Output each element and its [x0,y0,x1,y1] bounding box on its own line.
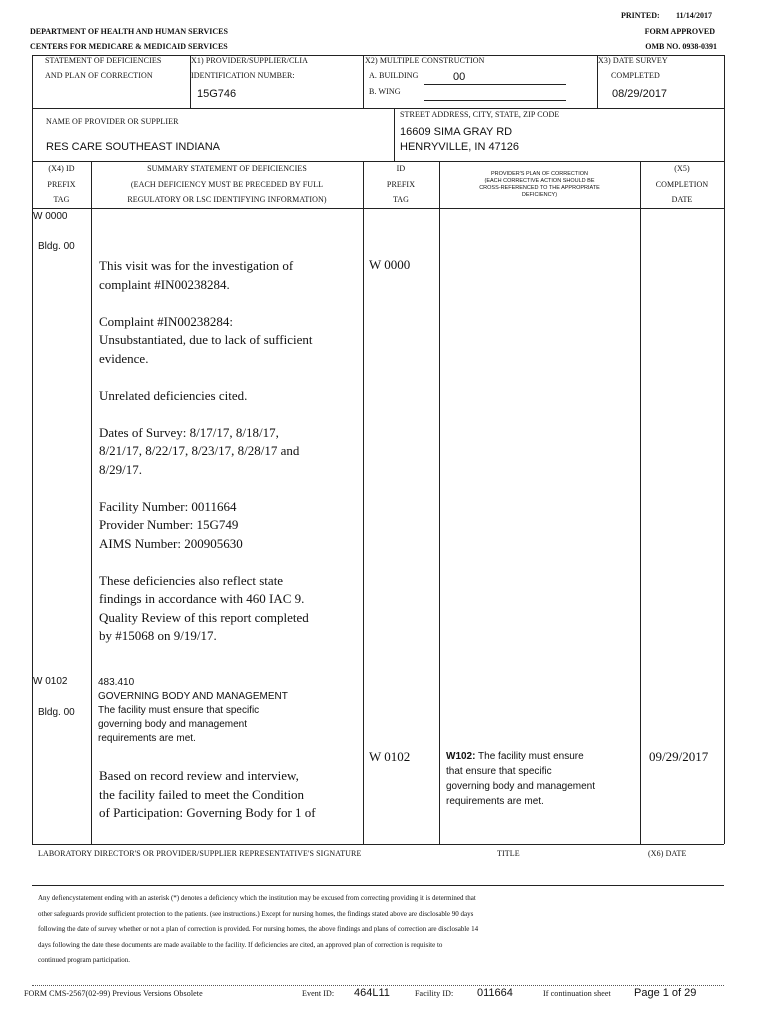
x5-header-3: DATE [671,195,693,204]
x1-label-2: IDENTIFICATION NUMBER: [191,71,295,80]
address-label: STREET ADDRESS, CITY, STATE, ZIP CODE [400,110,560,119]
w0102-plan-text: W102: The facility must ensure that ensure that specific governing body and management requirements are met. [446,751,595,807]
page-number: Page 1 of 29 [634,987,697,999]
provider-id-value: 15G746 [197,88,237,100]
x3-label-2: COMPLETED [611,71,660,80]
building-label: A. BUILDING [369,71,419,80]
wing-label: B. WING [369,87,401,96]
dept-name: DEPARTMENT OF HEALTH AND HUMAN SERVICES [30,27,228,36]
statement-label-1: STATEMENT OF DEFICIENCIES [45,56,162,65]
continuation-label: If continuation sheet [543,989,611,998]
printed-date: 11/14/2017 [676,11,713,20]
summary-header-1: SUMMARY STATEMENT OF DEFICIENCIES [147,164,307,173]
x1-label-1: X1) PROVIDER/SUPPLIER/CLIA [191,56,309,65]
w0102-finding-text: Based on record review and interview, the facility failed to meet the Condition of Participation: Governing Body for 1 of [99,768,316,820]
x5-header-2: COMPLETION [655,180,709,189]
address-line-2: HENRYVILLE, IN 47126 [400,141,520,153]
w0102-tag: W 0102 [33,676,68,687]
plan-header-4: DEFICIENCY) [521,192,558,198]
summary-header-2: (EACH DEFICIENCY MUST BE PRECEDED BY FULL [130,180,324,189]
omb-number: OMB NO. 0938-0391 [645,42,717,51]
id-header-3: TAG [392,195,410,204]
title-label: TITLE [497,849,520,858]
w0102-regulation-text: 483.410 GOVERNING BODY AND MANAGEMENT The facility must ensure that specific governing body and management requirements are met. [98,677,288,744]
provider-name-value: RES CARE SOUTHEAST INDIANA [46,141,220,153]
plan-header-2: (EACH CORRECTIVE ACTION SHOULD BE [484,178,595,184]
plan-header-3: CROSS-REFERENCED TO THE APPROPRIATE [479,185,600,191]
w0102-right-tag: W 0102 [369,749,411,764]
survey-date-value: 08/29/2017 [612,88,668,100]
form-approved: FORM APPROVED [644,27,715,36]
x4-header-3: TAG [53,195,70,204]
statement-label-2: AND PLAN OF CORRECTION [45,71,153,80]
id-header-2: PREFIX [386,180,416,189]
signature-date-label: (X6) DATE [648,849,687,858]
x4-header-2: PREFIX [47,180,76,189]
centers-name: CENTERS FOR MEDICARE & MEDICAID SERVICES [30,42,228,51]
facility-id-label: Facility ID: [415,989,454,998]
x2-label: X2) MULTIPLE CONSTRUCTION [365,56,485,65]
w0102-completion-date: 09/29/2017 [649,749,709,764]
event-id-label: Event ID: [302,989,335,998]
w0000-finding-text: This visit was for the investigation of complaint #IN00238284. Complaint #IN00238284: Unsubstantiated, due to lack of sufficient evidence. Unrelated deficiencies cited. Dates of Survey: 8/17/17, 8/18/17, 8/21/17, 8/22/17, 8/23/17, 8/28/17 and 8/29/17. Facility Number: 0011664 Provider Number: 15G749 AIMS Number: 200905630 These deficiencies also reflect state findings in accordance with 460 IAC 9. Quality Review of this report completed by #15068 on 9/19/17. [99,258,313,643]
signature-label: LABORATORY DIRECTOR'S OR PROVIDER/SUPPLIER REPRESENTATIVE'S SIGNATURE [38,849,362,858]
printed-label: PRINTED: [621,11,660,20]
address-line-1: 16609 SIMA GRAY RD [400,126,513,138]
id-header-1: ID [396,164,406,173]
form-number: FORM CMS-2567(02-99) Previous Versions Obsolete [24,989,203,998]
w0000-bldg: Bldg. 00 [38,241,75,252]
facility-id-value: 011664 [477,987,513,999]
x5-header-1: (X5) [674,164,690,173]
w0000-right-tag: W 0000 [369,257,411,272]
w0102-bldg: Bldg. 00 [38,707,75,718]
w0000-tag: W 0000 [33,211,68,222]
x3-label-1: X3) DATE SURVEY [598,56,668,65]
event-id-value: 464L11 [354,987,390,999]
building-value: 00 [453,71,466,83]
plan-header-1: PROVIDER'S PLAN OF CORRECTION [490,171,588,177]
summary-header-3: REGULATORY OR LSC IDENTIFYING INFORMATION) [127,195,327,204]
provider-name-label: NAME OF PROVIDER OR SUPPLIER [46,117,179,126]
disclaimer-footnote: Any defiencystatement ending with an asterisk (*) denotes a deficiency which the institution may be excused from correcting providing it is determined that other safeguards provide sufficient protection to the patients. (see instructions.) Except for nursing homes, the findings stated above are disclosable 90 days following the date of survey whether or not a plan of correction is provided. For nursing homes, the above findings and plans of correction are disclosable 14 days following the date these documents are made available to the facility. If deficiencies are cited, an approved plan of correction is requisite to continued program participation. [38,894,479,964]
x4-header-1: (X4) ID [48,164,75,173]
